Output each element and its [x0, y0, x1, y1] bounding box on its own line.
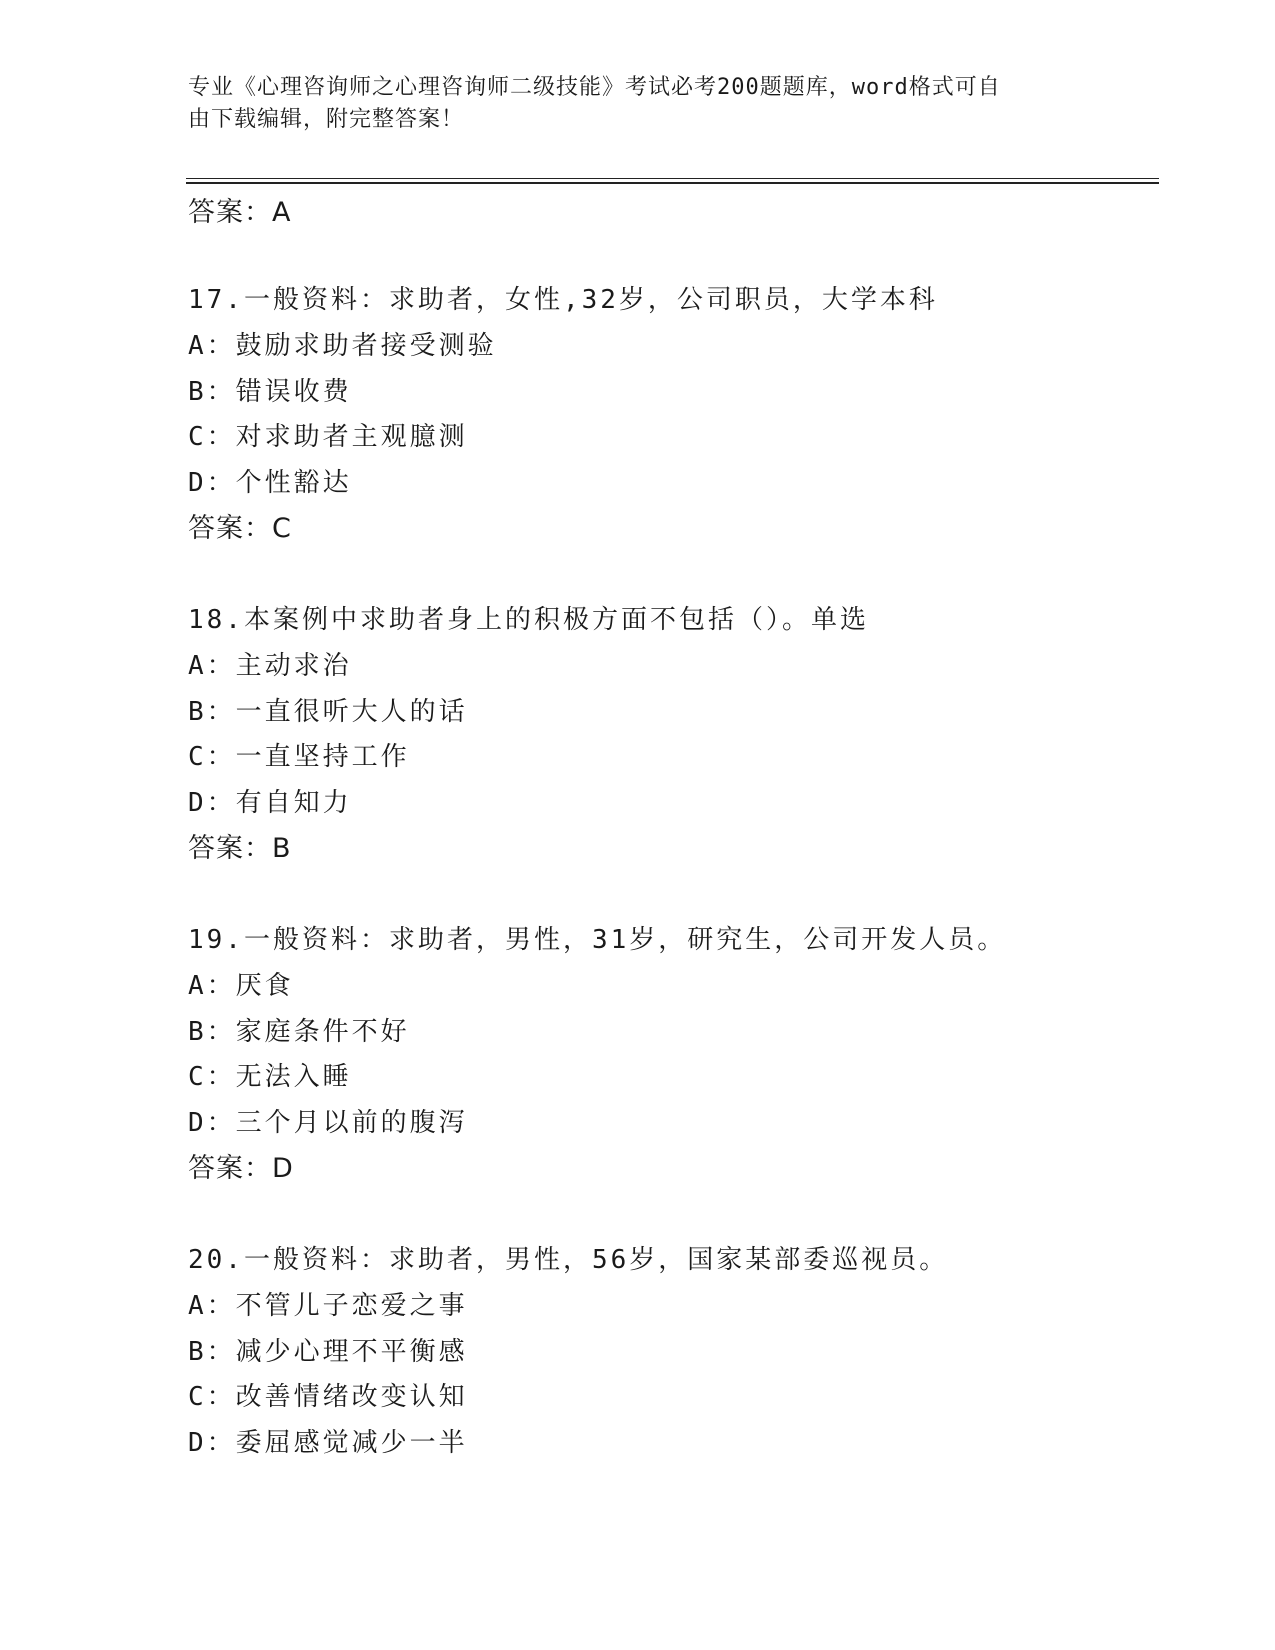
option-d: D：有自知力 [188, 787, 352, 818]
option-c: C：一直坚持工作 [188, 742, 410, 772]
header-divider-thin [186, 178, 1159, 179]
option-d: D：委屈感觉减少一半 [188, 1427, 468, 1458]
option-a: A：厌食 [188, 971, 294, 1001]
question-17 [188, 276, 1148, 552]
option-b: B：家庭条件不好 [188, 1016, 410, 1047]
option-b: B：错误收费 [188, 376, 352, 407]
question-list [188, 190, 1148, 1510]
question-stem: 20.一般资料：求助者，男性，56岁，国家某部委巡视员。 [188, 1245, 949, 1275]
option-a: A：主动求治 [188, 651, 352, 681]
document-header [188, 72, 1068, 136]
answer-label: 答案：B [188, 833, 292, 864]
header-line-1: 专业《心理咨询师之心理咨询师二级技能》考试必考200题题库，word格式可自 [188, 75, 1001, 100]
option-b: B：一直很听大人的话 [188, 696, 468, 727]
question-19 [188, 916, 1148, 1192]
option-a: A：不管儿子恋爱之事 [188, 1291, 468, 1321]
question-stem: 17.一般资料：求助者，女性,32岁，公司职员，大学本科 [188, 285, 938, 315]
question-20 [188, 1236, 1148, 1466]
answer-label: 答案：C [188, 513, 292, 544]
question-stem: 19.一般资料：求助者，男性，31岁，研究生，公司开发人员。 [188, 925, 1007, 955]
question-stem: 18.本案例中求助者身上的积极方面不包括（）。单选 [188, 605, 869, 635]
header-line-2: 由下载编辑，附完整答案！ [188, 107, 465, 132]
option-b: B：减少心理不平衡感 [188, 1336, 468, 1367]
header-divider-thick [186, 182, 1159, 184]
option-c: C：无法入睡 [188, 1062, 352, 1092]
option-c: C：改善情绪改变认知 [188, 1382, 468, 1412]
answer-label: 答案：A [188, 197, 292, 228]
answer-label: 答案：D [188, 1153, 294, 1184]
question-18 [188, 596, 1148, 872]
option-d: D：个性豁达 [188, 467, 352, 498]
option-a: A：鼓励求助者接受测验 [188, 331, 497, 361]
option-c: C：对求助者主观臆测 [188, 422, 468, 452]
option-d: D：三个月以前的腹泻 [188, 1107, 468, 1138]
